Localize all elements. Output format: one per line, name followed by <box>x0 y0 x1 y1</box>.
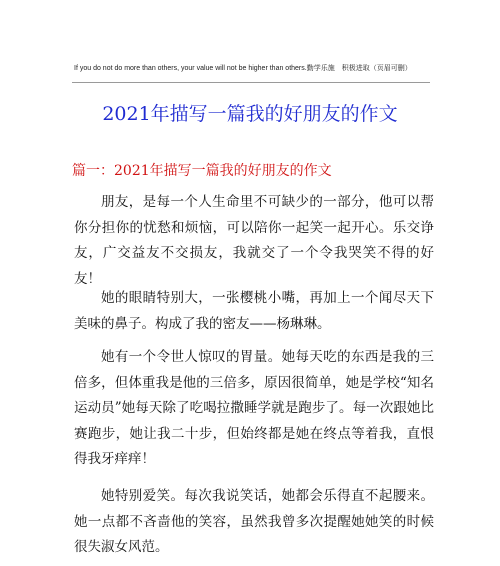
paragraph-2: 她的眼睛特别大，一张樱桃小嘴，再加上一个闻尽天下美味的鼻子。构成了我的密友——杨琳琳。 <box>74 290 434 332</box>
paragraph-3: 她有一个令世人惊叹的胃量。她每天吃的东西是我的三倍多，但体重我是他的三倍多，原因很简单，她是学校“知名运动员”她每天除了吃喝拉撒睡学就是跑步了。每一次跟她比赛跑步，她让我二十步，但始终都是她在终点等着我，直恨得我牙痒痒！ <box>74 349 434 467</box>
section-heading: 篇一：2021年描写一篇我的好朋友的作文 <box>72 163 332 179</box>
document-title: 2021年描写一篇我的好朋友的作文 <box>102 103 398 125</box>
paragraph-4: 她特别爱笑。每次我说笑话，她都会乐得直不起腰来。她一点都不吝啬他的笑容，虽然我曾多次提醒她她笑的时候很失淑女风范。 <box>74 488 434 555</box>
header-divider <box>72 82 430 83</box>
header-quote: If you do not do more than others, your value will not be higher than others.勤学乐施 积极进取（页眉可删） <box>74 65 412 72</box>
paragraph-1: 朋友，是每一个人生命里不可缺少的一部分，他可以帮你分担你的忧愁和烦恼，可以陪你一起笑一起开心。乐交诤友，广交益友不交损友，我就交了一个令我哭笑不得的好友！ <box>74 194 434 287</box>
